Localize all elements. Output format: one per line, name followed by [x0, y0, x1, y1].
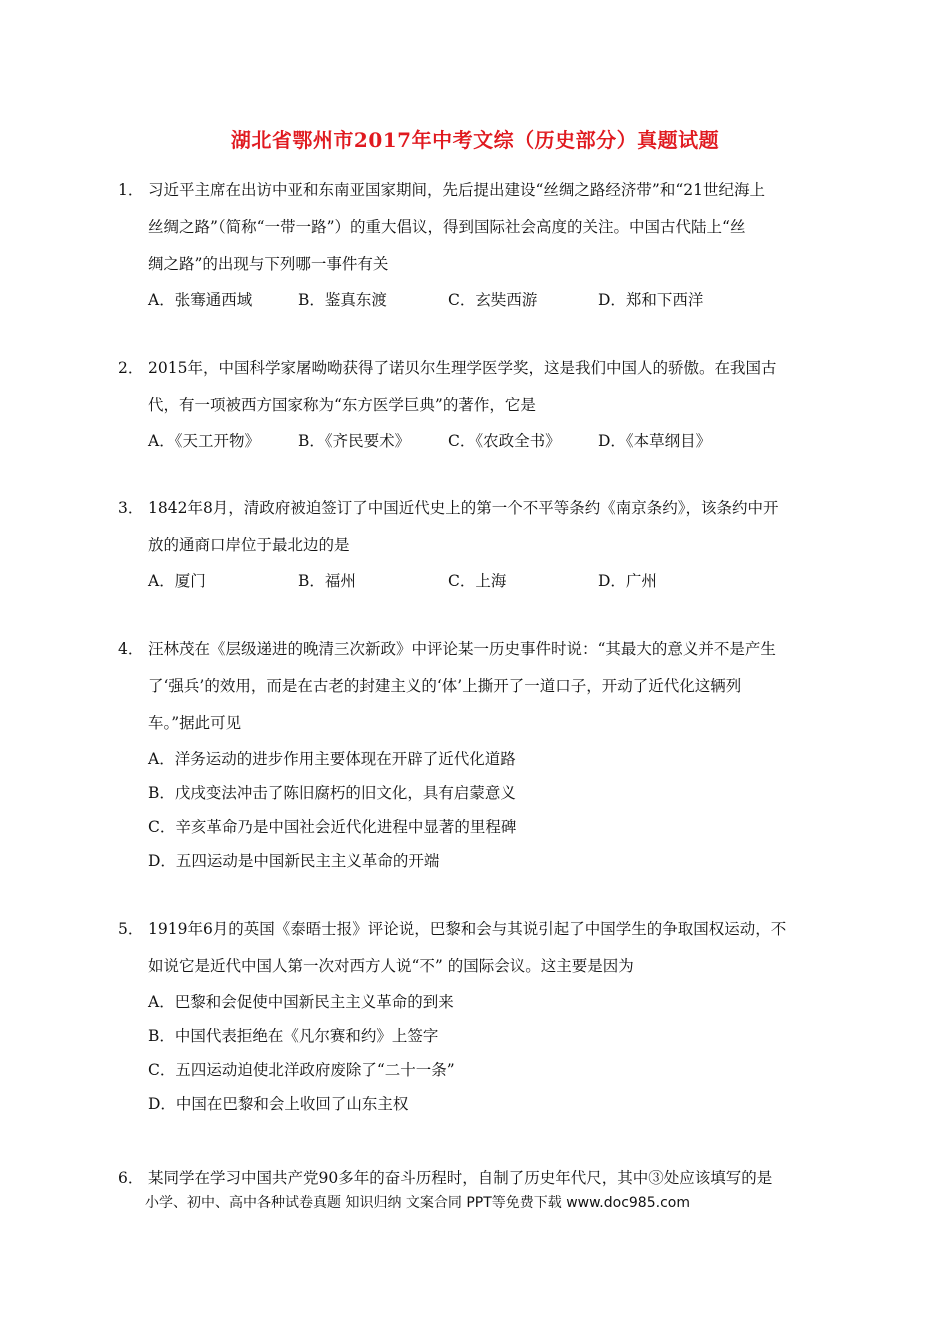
option-d: D．五四运动是中国新民主主义革命的开端: [148, 852, 440, 870]
question-stem: [118, 490, 838, 564]
question-3: [118, 490, 838, 598]
question-5: [118, 911, 838, 1121]
option-b: B．中国代表拒绝在《凡尔赛和约》上签字: [148, 1027, 439, 1045]
stem-line: 车。”据此可见: [148, 714, 242, 732]
footer-banner: 小学、初中、高中各种试卷真题 知识归纳 文案合同 PPT等免费下载 www.doc985.com: [145, 1195, 690, 1211]
question-4: [118, 631, 838, 878]
stem-line: 代，有一项被西方国家称为“东方医学巨典”的著作，它是: [148, 396, 536, 414]
option-b: B．《齐民要术》: [298, 432, 411, 450]
option-b: B．鉴真东渡: [298, 291, 387, 309]
option-c: C．五四运动迫使北洋政府废除了“二十一条”: [148, 1061, 455, 1079]
option-c: C．上海: [448, 572, 507, 590]
question-number: 4．: [118, 640, 144, 658]
question-stem: [118, 631, 838, 742]
stem-line: 了‘强兵’的效用，而是在古老的封建主义的‘体’上撕开了一道口子，开动了近代化这辆列: [148, 677, 742, 695]
question-number: 6．: [118, 1169, 144, 1187]
stem-line: 如说它是近代中国人第一次对西方人说“不” 的国际会议。这主要是因为: [148, 957, 634, 975]
question-1: [118, 172, 838, 317]
question-number: 1．: [118, 181, 144, 199]
option-d: D．广州: [598, 572, 657, 590]
stem-line: 1919年6月的英国《泰晤士报》评论说，巴黎和会与其说引起了中国学生的争取国权运动，不: [148, 920, 787, 938]
stem-line: 放的通商口岸位于最北边的是: [148, 536, 350, 554]
option-c: C．辛亥革命乃是中国社会近代化进程中显著的里程碑: [148, 818, 517, 836]
options-row: [118, 283, 838, 317]
options-row: [118, 564, 838, 598]
question-stem: [118, 911, 838, 985]
stem-line: 习近平主席在出访中亚和东南亚国家期间，先后提出建设“丝绸之路经济带”和“21世纪海上: [148, 181, 765, 199]
option-c: C．玄奘西游: [448, 291, 538, 309]
option-d: D．中国在巴黎和会上收回了山东主权: [148, 1095, 409, 1113]
stem-line: 汪林茂在《层级递进的晚清三次新政》中评论某一历史事件时说：“其最大的意义并不是产生: [148, 640, 776, 658]
option-b: B．戊戌变法冲击了陈旧腐朽的旧文化，具有启蒙意义: [148, 784, 516, 802]
stem-line: 1842年8月，清政府被迫签订了中国近代史上的第一个不平等条约《南京条约》，该条约中开: [148, 499, 779, 517]
stem-line: 绸之路”的出现与下列哪一事件有关: [148, 255, 389, 273]
options-list: [118, 985, 838, 1121]
question-stem: [118, 350, 838, 424]
options-list: [118, 742, 838, 878]
question-stem: [118, 172, 838, 283]
option-a: A．厦门: [148, 572, 206, 590]
question-2: [118, 350, 838, 458]
question-number: 5．: [118, 920, 144, 938]
option-a: A．《天工开物》: [148, 432, 260, 450]
option-d: D．郑和下西洋: [598, 291, 704, 309]
option-a: A．巴黎和会促使中国新民主主义革命的到来: [148, 993, 454, 1011]
option-d: D．《本草纲目》: [598, 432, 712, 450]
option-a: A．洋务运动的进步作用主要体现在开辟了近代化道路: [148, 750, 516, 768]
question-number: 2．: [118, 359, 144, 377]
stem-line: 某同学在学习中国共产党90多年的奋斗历程时，自制了历史年代尺，其中③处应该填写的是: [148, 1169, 773, 1187]
question-number: 3．: [118, 499, 144, 517]
option-b: B．福州: [298, 572, 356, 590]
options-row: [118, 424, 838, 458]
page-title: 湖北省鄂州市2017年中考文综（历史部分）真题试题: [230, 128, 720, 152]
stem-line: 丝绸之路”（简称“一带一路”）的重大倡议，得到国际社会高度的关注。中国古代陆上“丝: [148, 218, 746, 236]
option-a: A．张骞通西域: [148, 291, 253, 309]
stem-line: 2015年，中国科学家屠呦呦获得了诺贝尔生理学医学奖，这是我们中国人的骄傲。在我国古: [148, 359, 777, 377]
option-c: C．《农政全书》: [448, 432, 561, 450]
